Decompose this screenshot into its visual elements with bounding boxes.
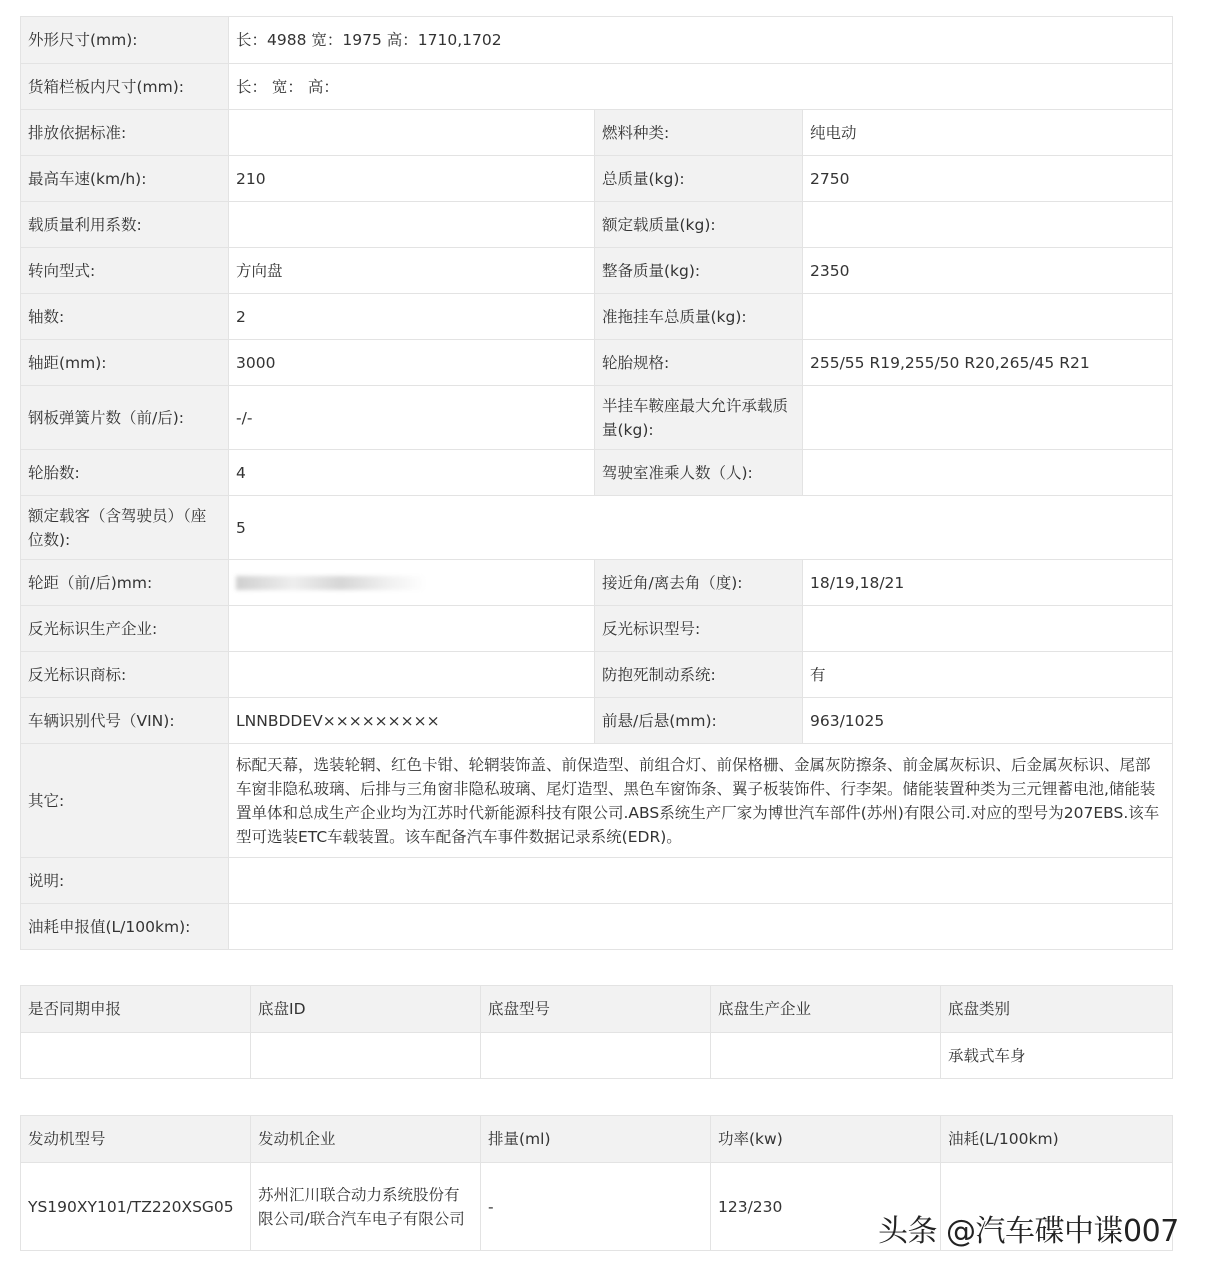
spec-label: 轴数: [21,294,229,340]
spec-value [229,110,595,156]
spec-row-passengers [21,496,1173,560]
spec-row-other [21,744,1173,858]
spec-value: 长： 宽： 高： [229,64,1173,110]
engine-header: 发动机型号 [21,1116,251,1163]
spec-label: 反光标识型号: [595,606,803,652]
spec-label: 车辆识别代号（VIN): [21,698,229,744]
spec-value: 2350 [803,248,1173,294]
spec-value: 210 [229,156,595,202]
spec-label: 最高车速(km/h): [21,156,229,202]
spec-row-fuel [21,904,1173,950]
chassis-cell: 承载式车身 [941,1033,1173,1079]
spec-value: 标配天幕，选装轮辋、红色卡钳、轮辋装饰盖、前保造型、前组合灯、前保格栅、金属灰防擦条、前金属灰标识、后金属灰标识、尾部车窗非隐私玻璃、后排与三角窗非隐私玻璃、尾灯造型、黑色车窗饰条、翼子板装饰件、行李架。储能装置种类为三元锂蓄电池,储能装置单体和总成生产企业均为江苏时代新能源科技有限公司.ABS系统生产厂家为博世汽车部件(苏州)有限公司.对应的型号为207EBS.该车型可选装ETC车载装置。该车配备汽车事件数据记录系统(EDR)。 [229,744,1173,858]
spec-table [20,16,1173,950]
spec-value: 2750 [803,156,1173,202]
spec-value [803,294,1173,340]
spec-label: 接近角/离去角（度): [595,560,803,606]
spec-value: 3000 [229,340,595,386]
spec-row [21,156,1173,202]
spec-row [21,652,1173,698]
spec-row-dimensions [21,17,1173,64]
chassis-header: 是否同期申报 [21,986,251,1033]
engine-cell: 苏州汇川联合动力系统股份有限公司/联合汽车电子有限公司 [251,1163,481,1251]
spec-label: 准拖挂车总质量(kg): [595,294,803,340]
spec-label: 转向型式: [21,248,229,294]
redacted-blur [236,576,426,590]
spec-label: 总质量(kg): [595,156,803,202]
spec-row [21,386,1173,450]
spec-value: 2 [229,294,595,340]
spec-value [803,450,1173,496]
chassis-cell [481,1033,711,1079]
engine-header: 油耗(L/100km) [941,1116,1173,1163]
engine-cell: YS190XY101/TZ220XSG05 [21,1163,251,1251]
spec-row [21,294,1173,340]
spec-label: 说明: [21,858,229,904]
spec-label: 半挂车鞍座最大允许承载质量(kg): [595,386,803,450]
spec-value: 有 [803,652,1173,698]
watermark-text: 头条 @汽车碟中谍007 [878,1214,1179,1249]
spec-label: 其它: [21,744,229,858]
spec-label: 货箱栏板内尺寸(mm): [21,64,229,110]
chassis-header-row [21,986,1173,1033]
spec-value: 方向盘 [229,248,595,294]
chassis-cell [711,1033,941,1079]
chassis-header: 底盘ID [251,986,481,1033]
spec-label: 排放依据标准: [21,110,229,156]
spec-value [803,606,1173,652]
spec-row [21,606,1173,652]
spec-label: 轮胎数: [21,450,229,496]
spec-label: 额定载客（含驾驶员）（座位数): [21,496,229,560]
spec-row [21,450,1173,496]
engine-header: 排量(ml) [481,1116,711,1163]
spec-label: 防抱死制动系统: [595,652,803,698]
chassis-header: 底盘型号 [481,986,711,1033]
spec-label: 轴距(mm): [21,340,229,386]
spec-value: 18/19,18/21 [803,560,1173,606]
spec-label: 钢板弹簧片数（前/后): [21,386,229,450]
chassis-cell [251,1033,481,1079]
spec-value: 255/55 R19,255/50 R20,265/45 R21 [803,340,1173,386]
spec-row [21,560,1173,606]
spec-label: 反光标识商标: [21,652,229,698]
spec-label: 额定载质量(kg): [595,202,803,248]
spec-row [21,110,1173,156]
spec-value [803,386,1173,450]
spec-value [229,606,595,652]
spec-value [229,652,595,698]
spec-row [21,340,1173,386]
chassis-header: 底盘生产企业 [711,986,941,1033]
chassis-row [21,1033,1173,1079]
spec-label: 反光标识生产企业: [21,606,229,652]
spec-value: -/- [229,386,595,450]
chassis-table [20,985,1173,1079]
spec-label: 载质量利用系数: [21,202,229,248]
spec-row [21,248,1173,294]
spec-label: 整备质量(kg): [595,248,803,294]
spec-value [803,202,1173,248]
spec-label: 油耗申报值(L/100km): [21,904,229,950]
spec-value: LNNBDDEV××××××××× [229,698,595,744]
spec-label: 轮距（前/后)mm: [21,560,229,606]
spec-label: 外形尺寸(mm): [21,17,229,64]
spec-label: 燃料种类: [595,110,803,156]
spec-value: 963/1025 [803,698,1173,744]
spec-label: 驾驶室准乘人数（人): [595,450,803,496]
spec-row-cargo [21,64,1173,110]
spec-value [229,202,595,248]
spec-value [229,858,1173,904]
chassis-header: 底盘类别 [941,986,1173,1033]
engine-cell: - [481,1163,711,1251]
engine-header: 发动机企业 [251,1116,481,1163]
spec-row-note [21,858,1173,904]
engine-cell: 123/230 [711,1163,941,1251]
spec-value: 5 [229,496,1173,560]
spec-row [21,202,1173,248]
chassis-cell [21,1033,251,1079]
track-width-value [229,560,595,606]
spec-value: 纯电动 [803,110,1173,156]
spec-value [229,904,1173,950]
engine-header: 功率(kw) [711,1116,941,1163]
spec-label: 轮胎规格: [595,340,803,386]
engine-header-row [21,1116,1173,1163]
spec-row [21,698,1173,744]
spec-value: 4 [229,450,595,496]
spec-value: 长：4988 宽：1975 高：1710,1702 [229,17,1173,64]
spec-label: 前悬/后悬(mm): [595,698,803,744]
